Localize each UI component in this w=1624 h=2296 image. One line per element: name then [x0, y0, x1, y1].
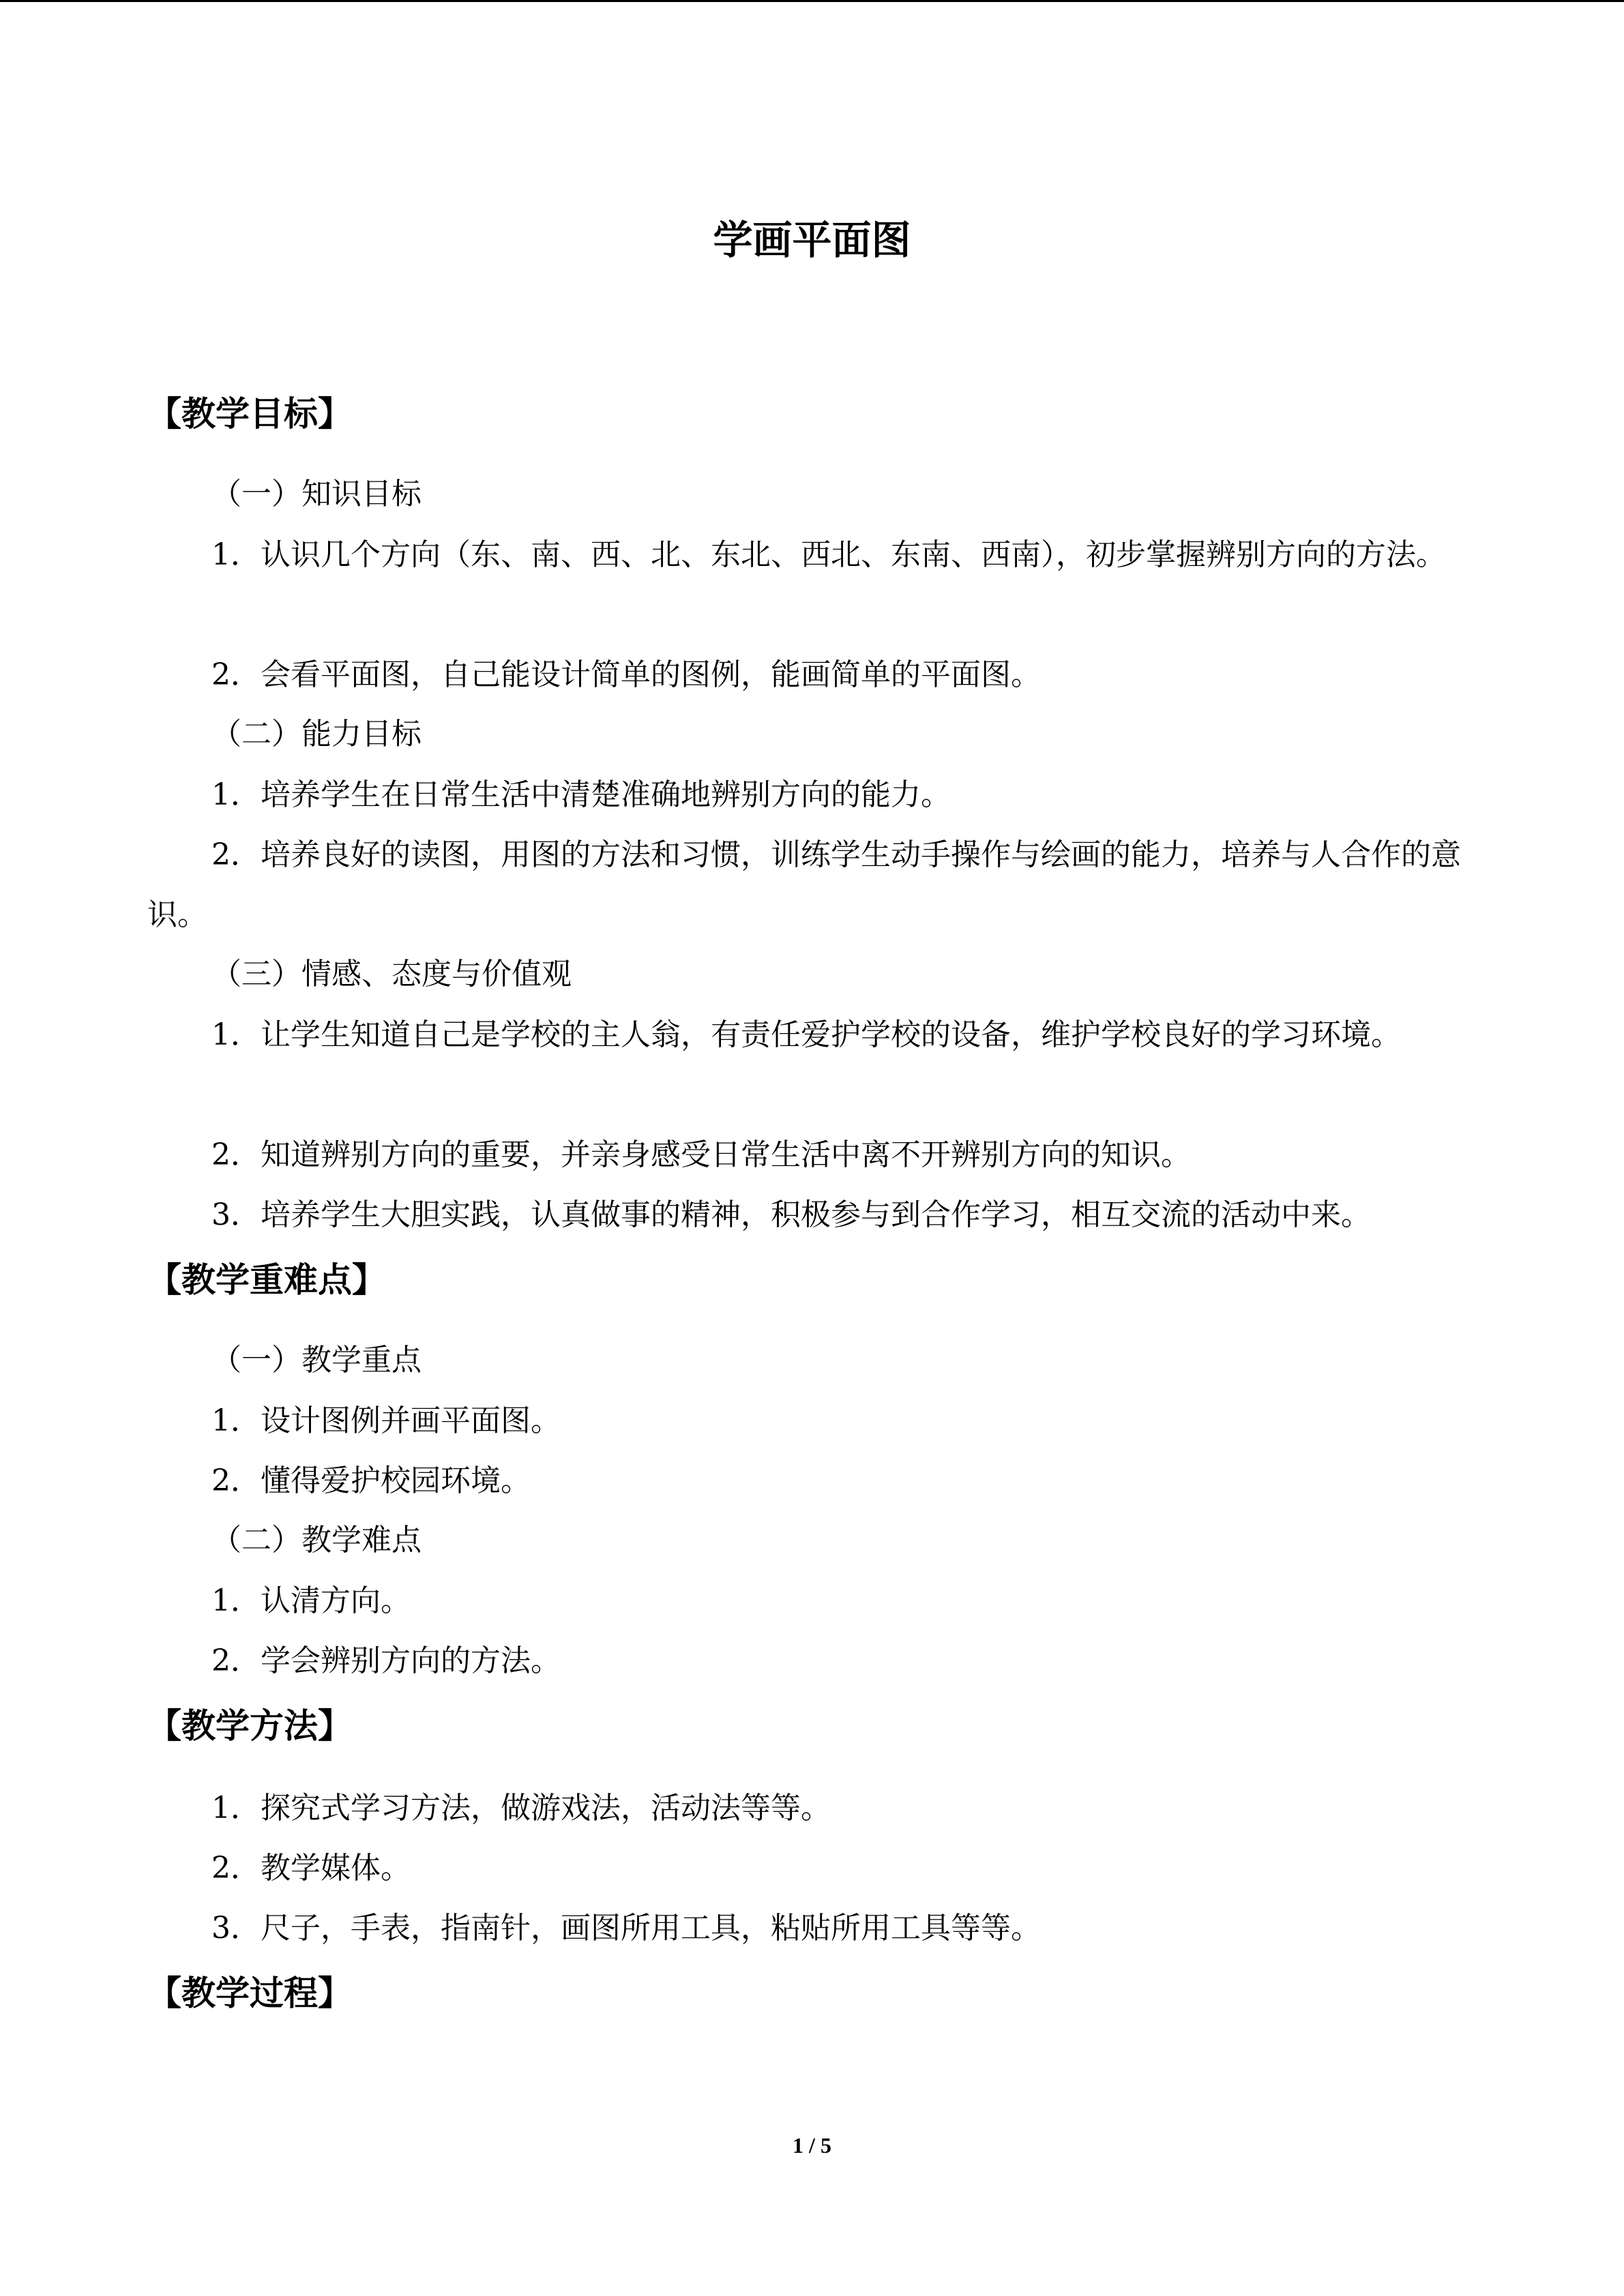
paragraph-focus-2: 2．懂得爱护校园环境。: [211, 1463, 531, 1498]
paragraph-method-3: 3．尺子，手表，指南针，画图所用工具，粘贴所用工具等等。: [211, 1911, 1041, 1945]
paragraph-ability-1: 1．培养学生在日常生活中清楚准确地辨别方向的能力。: [211, 777, 951, 812]
subheading-difficulty: （二）教学难点: [211, 1523, 422, 1557]
subheading-ability: （二）能力目标: [211, 717, 422, 751]
subheading-focus: （一）教学重点: [211, 1343, 422, 1377]
page-title: 学画平面图: [713, 217, 911, 263]
section-heading-key-points: 【教学重难点】: [147, 1259, 386, 1300]
paragraph-knowledge-2: 2．会看平面图，自己能设计简单的图例，能画简单的平面图。: [211, 657, 1041, 692]
paragraph-method-1: 1．探究式学习方法，做游戏法，活动法等等。: [211, 1791, 831, 1825]
subheading-emotion: （三）情感、态度与价值观: [211, 957, 572, 992]
top-border-rule: [0, 0, 1624, 2]
paragraph-focus-1: 1．设计图例并画平面图。: [211, 1403, 561, 1438]
paragraph-method-2: 2．教学媒体。: [211, 1851, 411, 1885]
section-heading-process: 【教学过程】: [147, 1973, 352, 2013]
page-number: 1 / 5: [793, 2133, 831, 2158]
paragraph-ability-2: 2．培养良好的读图，用图的方法和习惯，训练学生动手操作与绘画的能力，培养与人合作的意识。: [147, 837, 1461, 932]
section-heading-objectives: 【教学目标】: [147, 393, 352, 434]
paragraph-difficulty-1: 1．认清方向。: [211, 1583, 411, 1618]
paragraph-emotion-1: 1．让学生知道自己是学校的主人翁，有责任爱护学校的设备，维护学校良好的学习环境。: [211, 1017, 1401, 1052]
paragraph-knowledge-1: 1．认识几个方向（东、南、西、北、东北、西北、东南、西南），初步掌握辨别方向的方法。: [211, 537, 1446, 572]
section-heading-methods: 【教学方法】: [147, 1705, 352, 1746]
paragraph-difficulty-2: 2．学会辨别方向的方法。: [211, 1643, 561, 1678]
paragraph-emotion-2: 2．知道辨别方向的重要，并亲身感受日常生活中离不开辨别方向的知识。: [211, 1137, 1191, 1172]
subheading-knowledge: （一）知识目标: [211, 477, 422, 511]
paragraph-emotion-3: 3．培养学生大胆实践，认真做事的精神，积极参与到合作学习，相互交流的活动中来。: [211, 1197, 1371, 1232]
